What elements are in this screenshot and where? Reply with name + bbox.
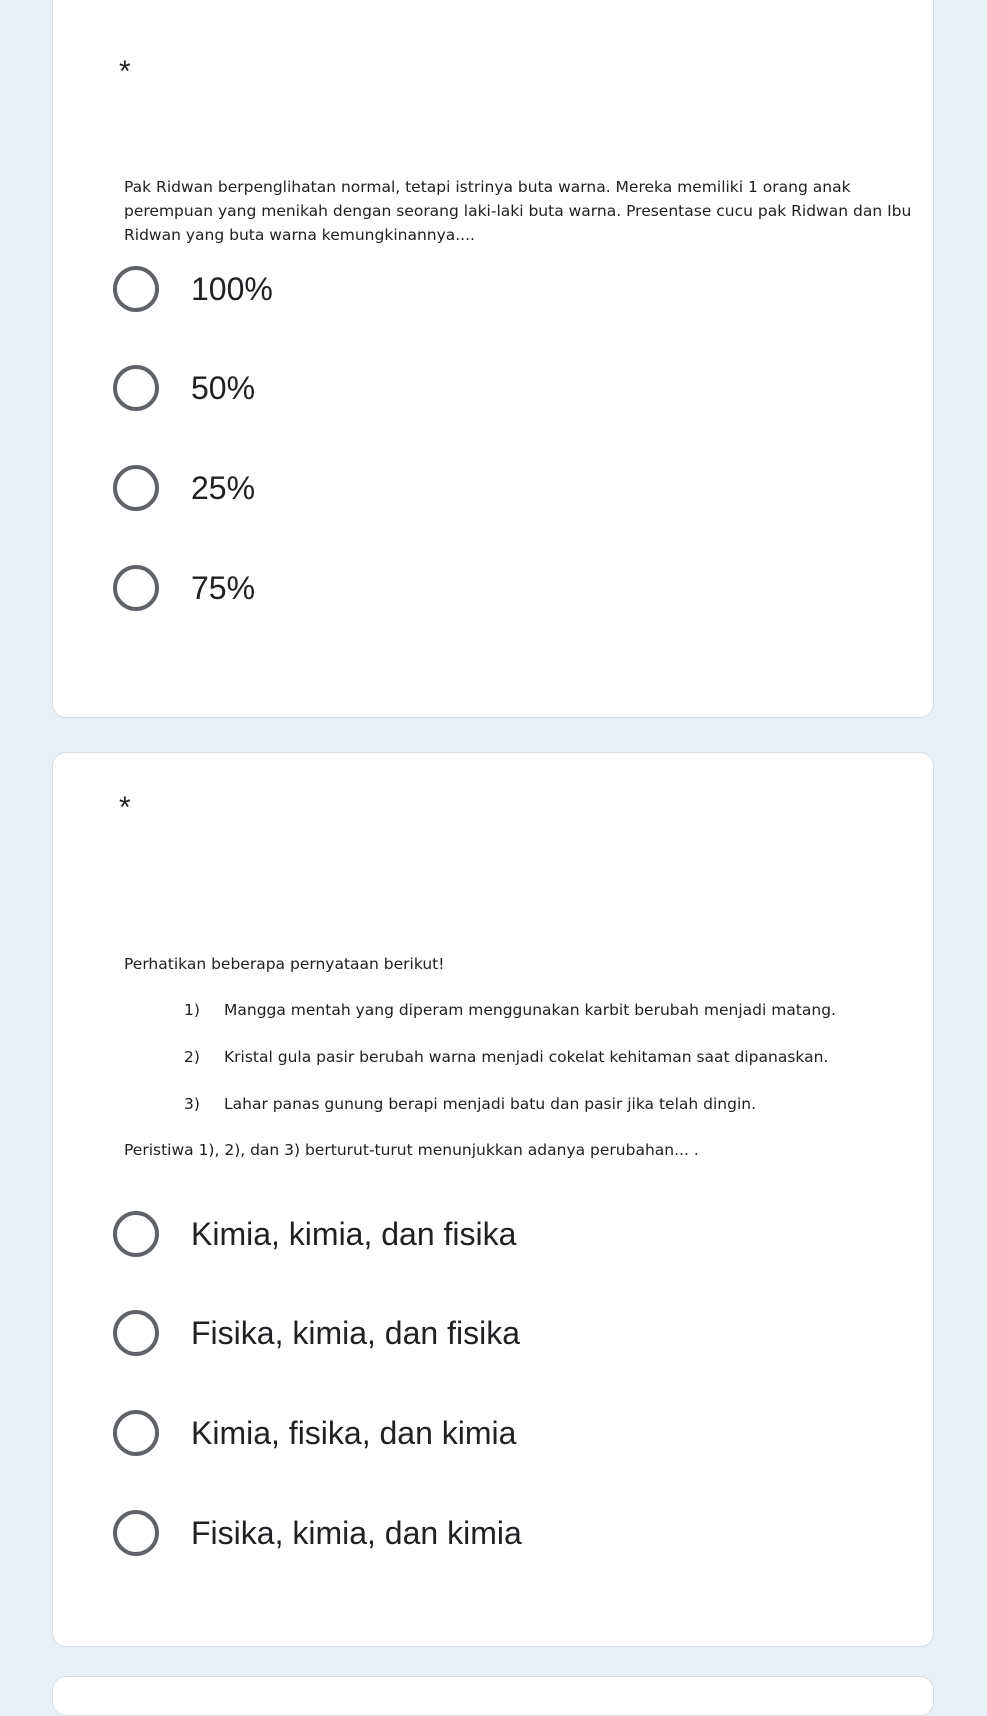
question-prompt: Peristiwa 1), 2), dan 3) berturut-turut menunjukkan adanya perubahan... . xyxy=(124,1141,699,1159)
radio-button[interactable] xyxy=(113,565,159,611)
option-label: 25% xyxy=(191,469,256,506)
option-fisika-kimia-fisika[interactable] xyxy=(113,1303,520,1363)
statement-number: 3) xyxy=(184,1095,200,1113)
statement-text: Kristal gula pasir berubah warna menjadi cokelat kehitaman saat dipanaskan. xyxy=(224,1048,829,1066)
radio-button[interactable] xyxy=(113,1211,159,1257)
required-asterisk: * xyxy=(119,55,131,88)
radio-button[interactable] xyxy=(113,1510,159,1556)
option-label: 75% xyxy=(191,569,256,606)
option-label: Kimia, kimia, dan fisika xyxy=(191,1215,517,1252)
statement-item xyxy=(184,998,914,1045)
option-label: 50% xyxy=(191,369,256,406)
question-intro: Perhatikan beberapa pernyataan berikut! xyxy=(124,955,445,973)
question-card-1 xyxy=(52,0,934,718)
option-50-percent[interactable] xyxy=(113,358,255,418)
option-25-percent[interactable] xyxy=(113,458,255,518)
option-label: Kimia, fisika, dan kimia xyxy=(191,1414,517,1451)
question-text: Pak Ridwan berpenglihatan normal, tetapi istrinya buta warna. Mereka memiliki 1 orang anak perempuan yang menikah dengan seorang laki-laki buta warna. Presentase cucu pak Ridwan dan Ibu Ridwan yang buta warna kemungkinannya.... xyxy=(124,178,912,244)
statement-text: Lahar panas gunung berapi menjadi batu dan pasir jika telah dingin. xyxy=(224,1095,757,1113)
statement-item xyxy=(184,1045,914,1092)
option-75-percent[interactable] xyxy=(113,558,255,618)
radio-button[interactable] xyxy=(113,266,159,312)
option-kimia-kimia-fisika[interactable] xyxy=(113,1204,516,1264)
option-label: Fisika, kimia, dan fisika xyxy=(191,1314,520,1351)
option-label: Fisika, kimia, dan kimia xyxy=(191,1514,522,1551)
statement-text: Mangga mentah yang diperam menggunakan karbit berubah menjadi matang. xyxy=(224,1001,836,1019)
radio-button[interactable] xyxy=(113,365,159,411)
question-card-3 xyxy=(52,1676,934,1716)
statement-list xyxy=(124,998,914,1139)
option-label: 100% xyxy=(191,270,273,307)
radio-button[interactable] xyxy=(113,1310,159,1356)
option-kimia-fisika-kimia[interactable] xyxy=(113,1403,516,1463)
statement-item xyxy=(184,1092,914,1139)
statement-number: 2) xyxy=(184,1048,200,1066)
radio-button[interactable] xyxy=(113,465,159,511)
option-fisika-kimia-kimia[interactable] xyxy=(113,1503,522,1563)
radio-button[interactable] xyxy=(113,1410,159,1456)
statement-number: 1) xyxy=(184,1001,200,1019)
question-card-2 xyxy=(52,752,934,1647)
required-asterisk: * xyxy=(119,791,131,824)
option-100-percent[interactable] xyxy=(113,259,273,319)
